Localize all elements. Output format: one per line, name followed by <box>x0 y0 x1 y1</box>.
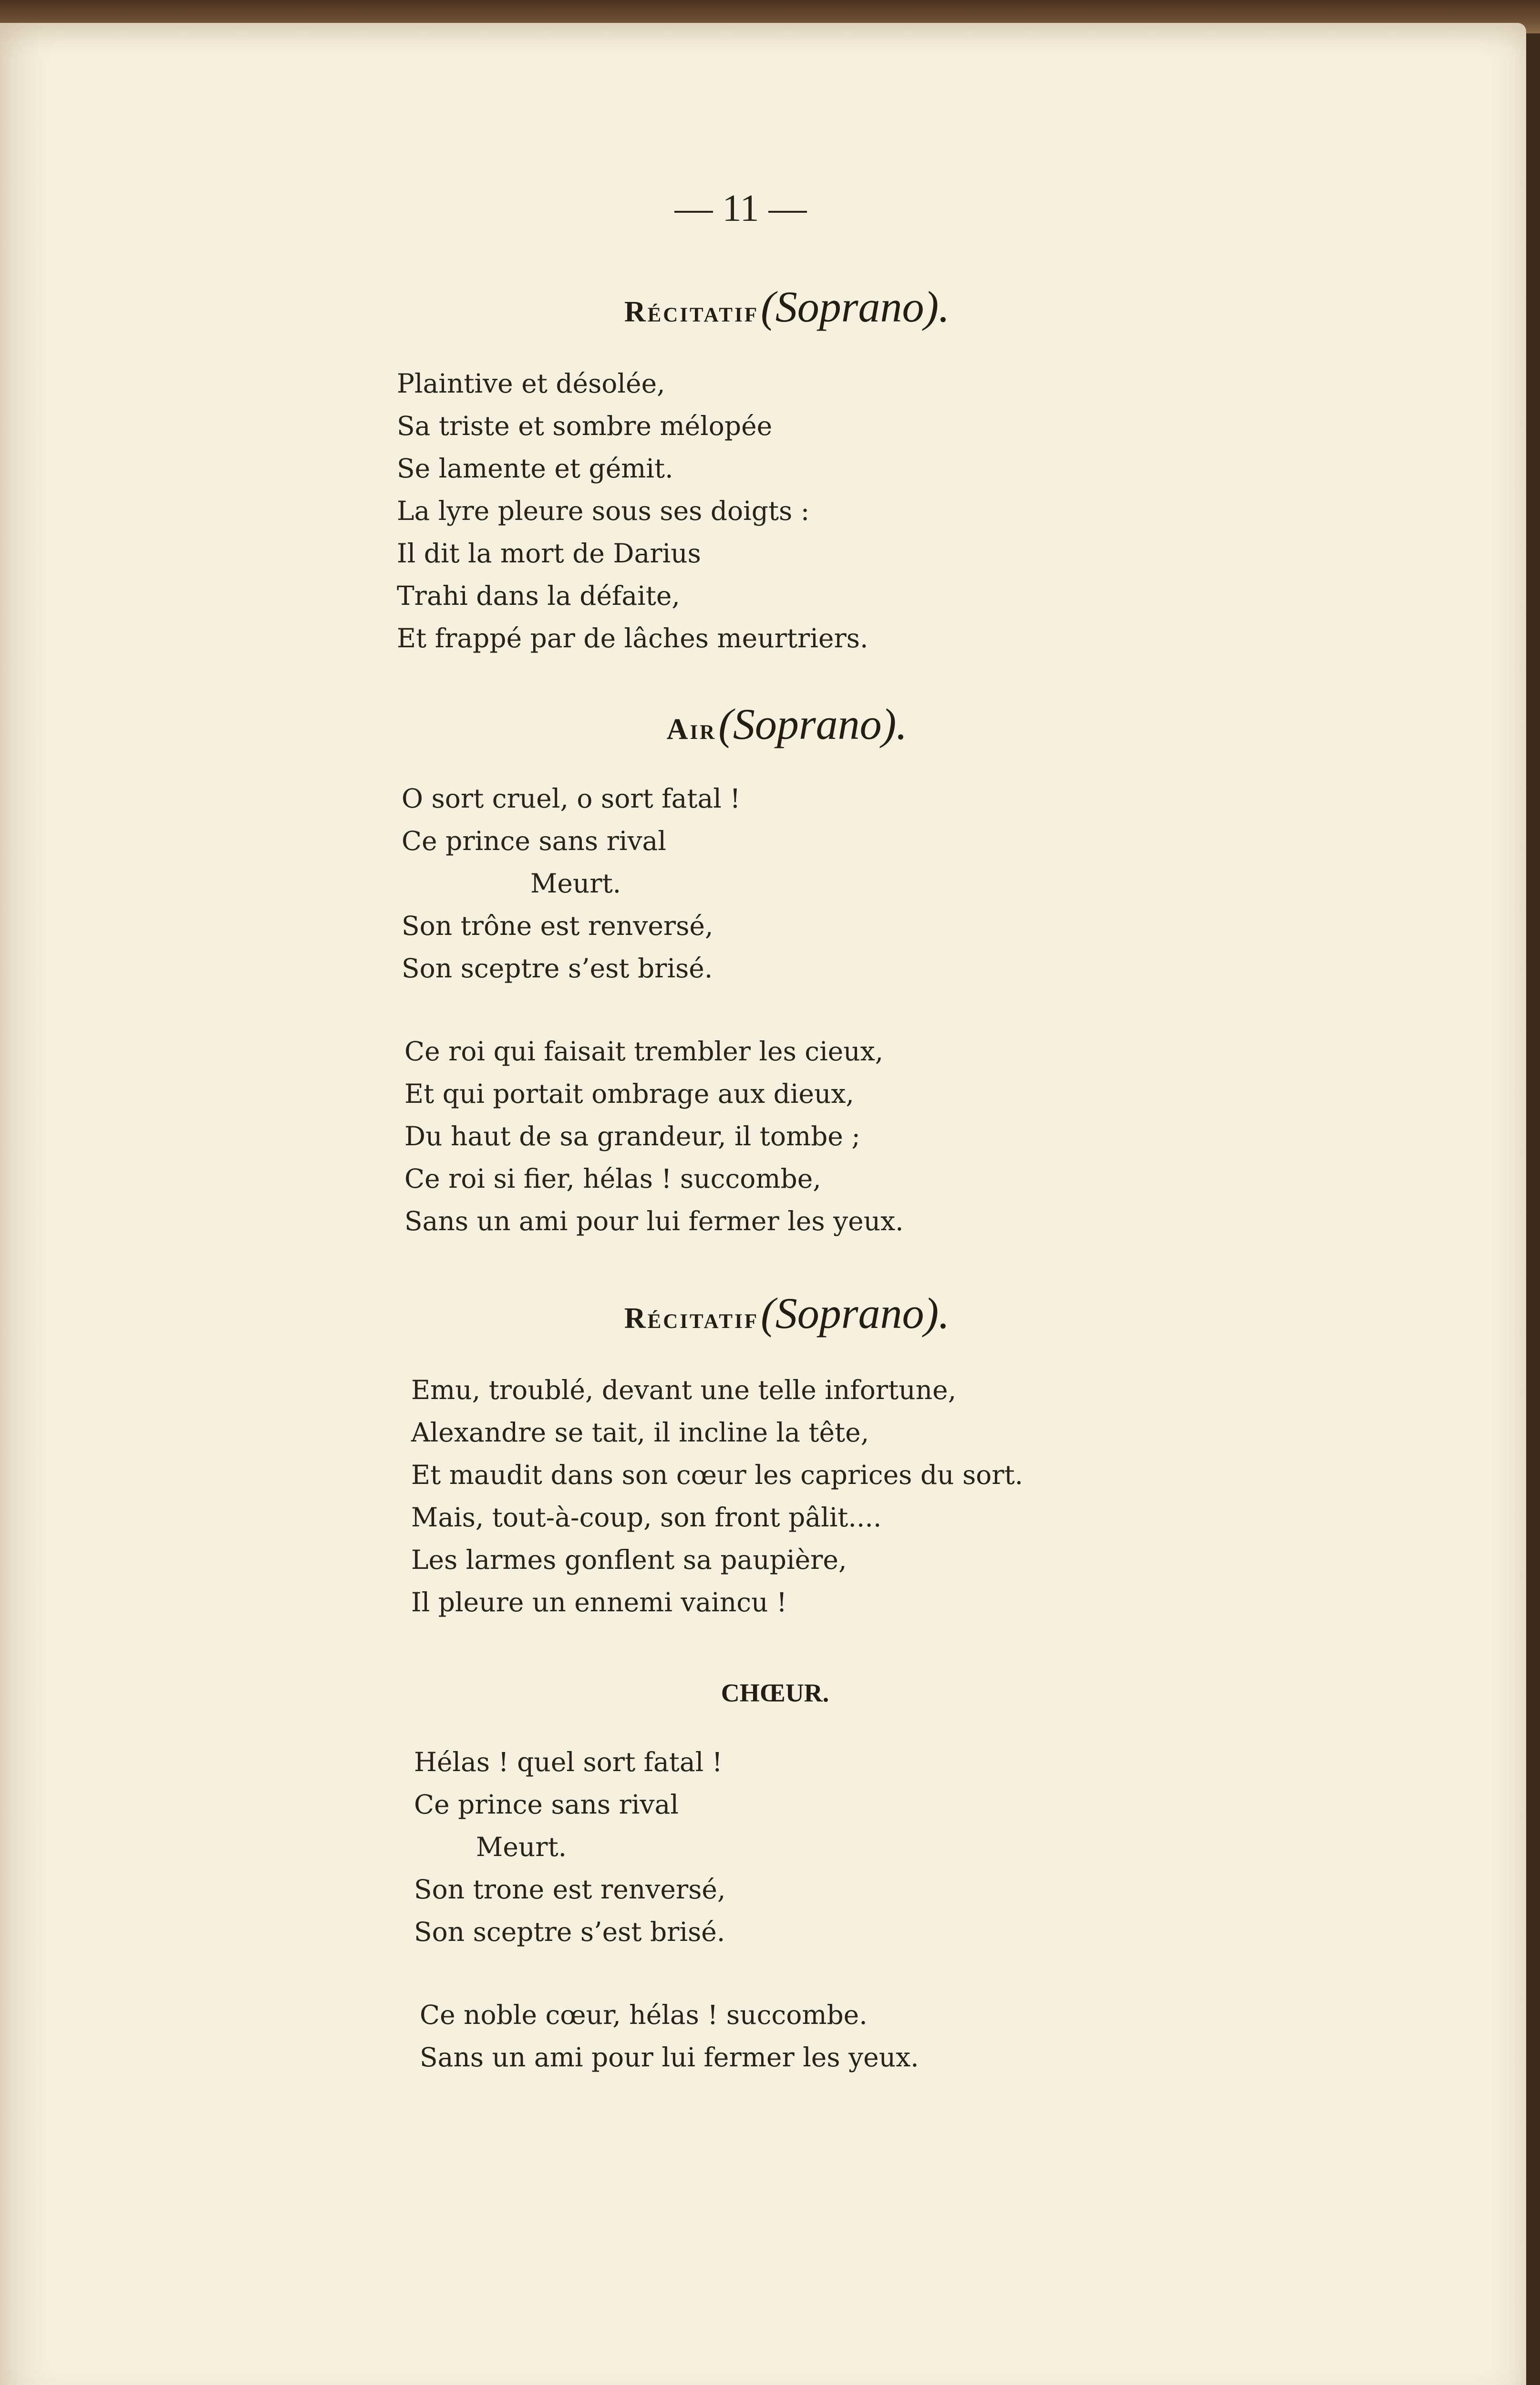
verse-line: Ce prince sans rival <box>402 826 666 856</box>
verse-line: Se lamente et gémit. <box>397 453 673 484</box>
verse-line: Meurt. <box>530 868 621 899</box>
verse-line: Et maudit dans son cœur les caprices du sort. <box>411 1460 1023 1490</box>
verse-line: Meurt. <box>476 1832 567 1862</box>
verse-line: Les larmes gonflent sa paupière, <box>411 1545 847 1575</box>
verse-line: Ce noble cœur, hélas ! succombe. <box>420 2000 868 2030</box>
section-heading-choeur: CHŒUR. <box>721 1679 829 1707</box>
page-number: — 11 — <box>674 187 807 229</box>
verse-line: Ce prince sans rival <box>414 1789 679 1820</box>
verse-line: La lyre pleure sous ses doigts : <box>397 496 810 526</box>
stanza-recitatif-2 <box>411 1369 1023 1624</box>
verse-line: Alexandre se tait, il incline la tête, <box>411 1417 869 1448</box>
verse-line: Son trône est renversé, <box>402 911 713 941</box>
verse-line: Trahi dans la défaite, <box>397 581 680 611</box>
stanza-choeur-2 <box>420 1994 919 2079</box>
verse-line: Et frappé par de lâches meurtriers. <box>397 623 868 653</box>
heading-voice: (Soprano). <box>761 282 950 331</box>
verse-line: Hélas ! quel sort fatal ! <box>414 1747 723 1777</box>
verse-line: Sans un ami pour lui fermer les yeux. <box>420 2042 919 2073</box>
heading-label: Air <box>666 713 717 746</box>
verse-line: Son trone est renversé, <box>414 1874 726 1905</box>
heading-label: Récitatif <box>624 296 759 328</box>
verse-line: Plaintive et désolée, <box>397 368 665 399</box>
verse-line: Ce roi si fier, hélas ! succombe, <box>404 1163 821 1194</box>
verse-line: Il dit la mort de Darius <box>397 538 701 569</box>
heading-voice: (Soprano). <box>761 1289 950 1338</box>
section-heading-recitatif-1 <box>0 281 1540 332</box>
stanza-air-2 <box>404 1030 904 1243</box>
verse-line: Son sceptre s’est brisé. <box>414 1917 725 1947</box>
section-heading-air <box>0 699 1540 749</box>
verse-line: Mais, tout-à-coup, son front pâlit.... <box>411 1502 882 1533</box>
section-heading-recitatif-2 <box>0 1288 1540 1338</box>
verse-line: Il pleure un ennemi vaincu ! <box>411 1587 787 1618</box>
stanza-choeur-1 <box>414 1741 725 1953</box>
verse-line: Son sceptre s’est brisé. <box>402 953 713 984</box>
verse-line: O sort cruel, o sort fatal ! <box>402 783 741 814</box>
verse-line: Emu, troublé, devant une telle infortune, <box>411 1375 957 1405</box>
heading-label: Récitatif <box>624 1302 759 1335</box>
stanza-recitatif-1 <box>397 363 868 660</box>
verse-line: Ce roi qui faisait trembler les cieux, <box>404 1036 884 1067</box>
heading-voice: (Soprano). <box>718 700 908 748</box>
verse-line: Du haut de sa grandeur, il tombe ; <box>404 1121 860 1151</box>
verse-line: Et qui portait ombrage aux dieux, <box>404 1078 854 1109</box>
stanza-air-1 <box>402 778 740 990</box>
verse-line: Sans un ami pour lui fermer les yeux. <box>404 1206 904 1236</box>
verse-line: Sa triste et sombre mélopée <box>397 411 773 441</box>
